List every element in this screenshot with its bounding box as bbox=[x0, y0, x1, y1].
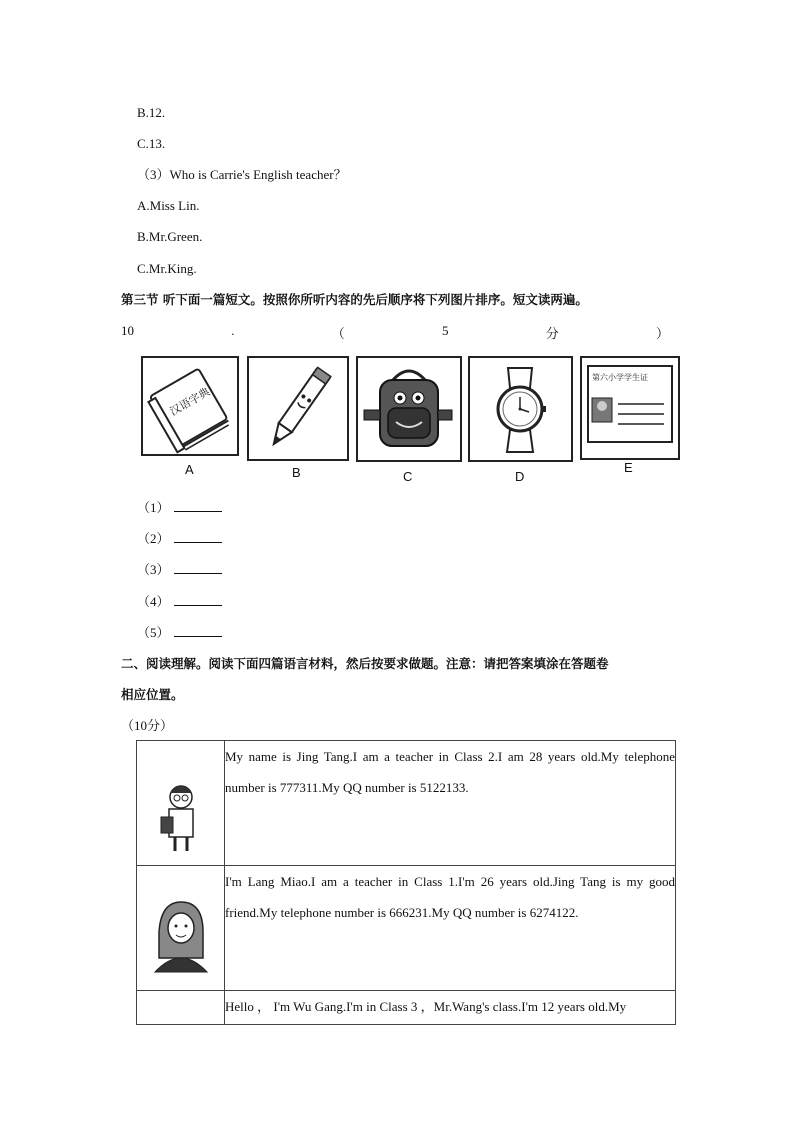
table-row bbox=[137, 866, 676, 991]
option-b-q3: B.Mr.Green. bbox=[137, 229, 203, 244]
answer-slot-1: （1） bbox=[137, 499, 222, 516]
answer-slot-3: （3） bbox=[137, 561, 222, 578]
answer-slot-2: （2） bbox=[137, 530, 222, 547]
man-teacher-icon bbox=[137, 741, 224, 860]
picture-c-label: C bbox=[403, 469, 413, 484]
passage-text: Hello ， I'm Wu Gang.I'm in Class 3 ，Mr.Wang's class.I'm 12 years old.My bbox=[225, 991, 676, 1025]
paren-open: （ bbox=[331, 326, 345, 341]
question-dot: . bbox=[231, 323, 235, 338]
image-cell bbox=[137, 866, 225, 991]
reading-table bbox=[136, 740, 676, 1025]
points-value: 5 bbox=[441, 323, 449, 338]
reading-instruction-line1: 二、阅读理解。阅读下面四篇语言材料，然后按要求做题。注意：请把答案填涂在答题卷 bbox=[121, 656, 609, 671]
answer-blank[interactable] bbox=[174, 530, 222, 543]
table-row bbox=[137, 991, 676, 1025]
image-cell bbox=[137, 991, 225, 1025]
woman-teacher-icon bbox=[137, 866, 224, 985]
student-card-icon bbox=[582, 358, 678, 458]
option-c-q2: C.13. bbox=[137, 136, 166, 151]
reading-instruction-line2: 相应位置。 bbox=[121, 687, 184, 702]
question-number: 10 bbox=[121, 323, 134, 338]
answer-blank[interactable] bbox=[174, 593, 222, 606]
picture-e bbox=[580, 356, 680, 460]
picture-d-label: D bbox=[515, 469, 525, 484]
picture-b bbox=[247, 356, 349, 461]
picture-b-label: B bbox=[292, 465, 301, 480]
svg-text:第六小学学生证: 第六小学学生证 bbox=[592, 373, 648, 382]
picture-e-label: E bbox=[624, 460, 633, 475]
pencil-icon bbox=[249, 358, 347, 459]
dictionary-icon bbox=[143, 358, 237, 454]
answer-slot-5: （5） bbox=[137, 624, 222, 641]
paren-close: ） bbox=[655, 326, 669, 341]
svg-text:汉语字典: 汉语字典 bbox=[167, 385, 213, 419]
picture-d bbox=[468, 356, 573, 462]
picture-c bbox=[356, 356, 462, 462]
passage-text: My name is Jing Tang.I am a teacher in Class 2.I am 28 years old.My telephone number is 777311.My QQ number is 5122133. bbox=[225, 741, 676, 866]
option-b-q2: B.12. bbox=[137, 105, 166, 120]
answer-blank[interactable] bbox=[174, 624, 222, 637]
answer-blank[interactable] bbox=[174, 561, 222, 574]
passage-text: I'm Lang Miao.I am a teacher in Class 1.I'm 26 years old.Jing Tang is my good friend.My telephone number is 666231.My QQ number is 6274122. bbox=[225, 866, 676, 991]
table-row bbox=[137, 741, 676, 866]
question-3-stem: （3）Who is Carrie's English teacher？ bbox=[137, 167, 347, 182]
points-unit: 分 bbox=[545, 326, 559, 341]
answer-blank[interactable] bbox=[174, 499, 222, 512]
schoolbag-icon bbox=[358, 358, 460, 460]
answer-slot-4: （4） bbox=[137, 593, 222, 610]
watch-icon bbox=[470, 358, 571, 460]
picture-a-label: A bbox=[185, 462, 194, 477]
option-a-q3: A.Miss Lin. bbox=[137, 198, 200, 213]
option-c-q3: C.Mr.King. bbox=[137, 261, 197, 276]
picture-a bbox=[141, 356, 239, 456]
image-cell bbox=[137, 741, 225, 866]
section-3-instruction: 第三节 听下面一篇短文。按照你所听内容的先后顺序将下列图片排序。短文读两遍。 bbox=[121, 292, 588, 307]
reading-points: （10分） bbox=[121, 718, 174, 733]
question-10-header bbox=[121, 323, 669, 342]
